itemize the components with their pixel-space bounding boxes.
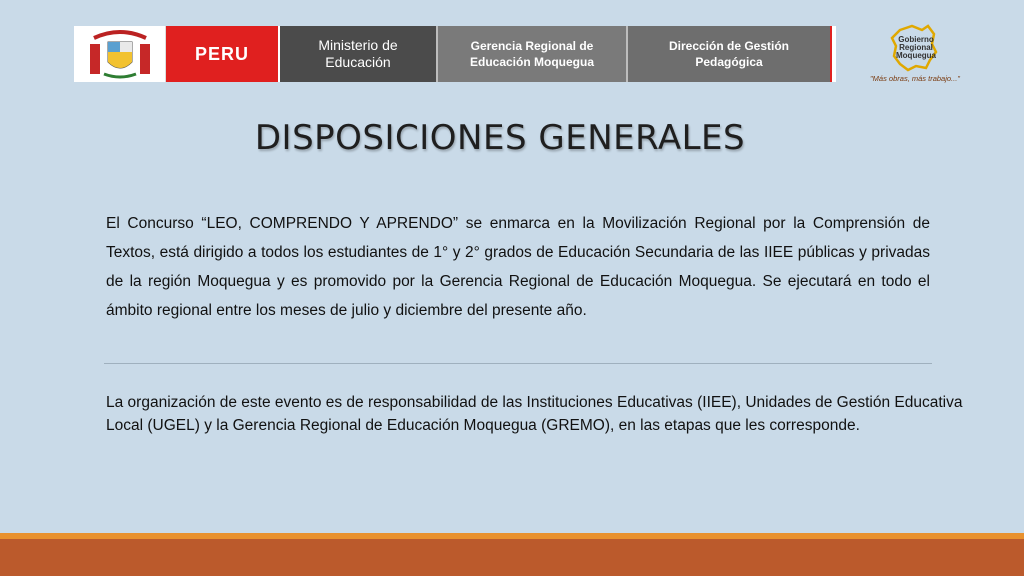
institutional-header (74, 26, 836, 82)
peru-coat-of-arms-icon (74, 26, 166, 82)
logo-line-1: Gobierno (898, 35, 934, 44)
direccion-line-1: Dirección de Gestión (668, 39, 790, 53)
direccion-label (628, 26, 832, 82)
peru-label: PERU (166, 26, 278, 82)
paragraph-2: La organización de este evento es de responsabilidad de las Instituciones Educativas (IIEE), Unidades de Gestión Educativa Local (UGEL) y la Gerencia Regional de Educación Moquegua (GREMO), en las etapas que les corresponde. (106, 394, 963, 434)
divider (104, 363, 932, 364)
paragraph-1: El Concurso “LEO, COMPRENDO Y APRENDO” se enmarca en la Movilización Regional por la Comprensión de Textos, está dirigido a todos los estudiantes de 1° y 2° grados de Educación Secundaria de las IIEE públicas y privadas de la región Moquegua y es promovido por la Gerencia Regional de Educación Moquegua. Se ejecutará en todo el ámbito regional entre los meses de julio y diciembre del presente año. (106, 215, 930, 319)
footer-band-rust (0, 539, 1024, 576)
gerencia-line-1: Gerencia Regional de (470, 39, 594, 53)
gerencia-label (438, 26, 628, 82)
gobierno-regional-logo (860, 22, 970, 86)
logo-line-2: Regional (899, 43, 933, 52)
gerencia-line-2: Educación Moquegua (469, 55, 594, 69)
ministerio-line-2: Educación (325, 54, 391, 70)
logo-text (886, 36, 946, 60)
logo-line-3: Moquegua (896, 51, 936, 60)
direccion-line-2: Pedagógica (695, 55, 763, 69)
ministerio-label (278, 26, 438, 82)
ministerio-line-1: Ministerio de (318, 37, 398, 53)
logo-slogan: "Más obras, más trabajo..." (870, 74, 960, 83)
page-title: DISPOSICIONES GENERALES (254, 118, 746, 158)
